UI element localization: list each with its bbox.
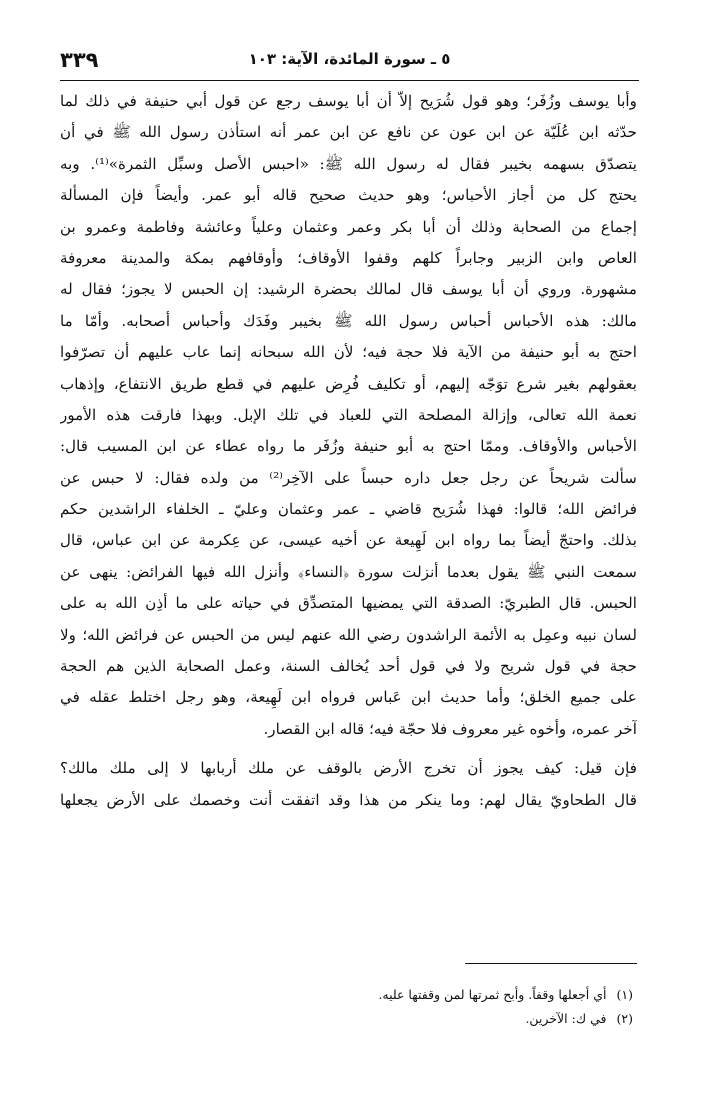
text-line: يتصدّق بسهمه بخيبر فقال له رسول الله ﷺ: «احبس الأصل وسبِّل الثمرة»⁽¹⁾. وبه: [60, 154, 637, 173]
text-line: مشهورة. وروي أن أبا يوسف قال لمالك بحضرة الرشيد: إن الحبس لا يجوز؛ فقال له: [60, 280, 637, 299]
text-line: العاص وابن الزبير وجابراً كلهم وقفوا الأوقاف؛ وأوقافهم بمكة والمدينة معروفة: [60, 248, 637, 267]
text-line: مالك: هذه الأحباس أحباس رسول الله ﷺ بخيبر وفَدَك وأحباس أصحابه. وأمّا ما: [60, 311, 637, 330]
footnotes: [180, 983, 633, 1031]
text-line: فإن قيل: كيف يجوز أن تخرج الأرض بالوقف عن ملك أربابها لا إلى ملك مالك؟: [60, 759, 637, 778]
text-line: آخر عمره، وأخوه غير معروف فلا حجّة فيه؛ قاله ابن القصار.: [263, 719, 637, 738]
paragraph-1: [60, 86, 637, 745]
footnote-number: (١): [616, 987, 633, 1002]
main-text: [60, 86, 637, 816]
text-line: بذلك. واحتجّ أيضاً بما رواه ابن لَهِيعة عن أخيه عيسى، عن عِكرمة عن ابن عباس، قال: [60, 531, 637, 550]
footnote-2: [180, 1007, 633, 1031]
page-number: ٣٣٩: [60, 48, 99, 72]
text-line: الحبس. قال الطبريّ: الصدقة التي يمضيها المتصدِّق في حياته على ما أذِن الله به على: [60, 594, 637, 613]
text-line: بعقولهم بغير شرع توَجّه إليهم، أو تكليف فُرِض عليهم في قطع طريق الانتفاع، وإذهاب: [60, 374, 637, 393]
text-line: نعمة الله تعالى، وإزالة المصلحة التي للعباد في تلك الإبل. وبهذا فارقت هذه الأمور: [60, 405, 637, 424]
text-line: وأبا يوسف وزُفَر؛ وهو قول شُرَيح إلاّ أن أبا يوسف رجع عن قول أبي حنيفة في ذلك لما: [60, 92, 637, 110]
text-line: إجماع من الصحابة وذلك أن أبا بكر وعمر وعثمان وعلياً وعائشة وفاطمة وعمرو بن: [60, 217, 637, 236]
text-line: احتج به أبو حنيفة من الآية فلا حجة فيه؛ لأن الله سبحانه إنما عاب عليهم أن تصرّفوا: [60, 343, 637, 362]
text-line: سمعت النبي ﷺ يقول بعدما أنزلت سورة ﴿النساء﴾ وأنزل الله فيها الفرائض: ينهى عن: [60, 562, 637, 581]
footnote-text: أي أجعلها وقفاً. وأبح ثمرتها لمن وقفتها عليه.: [378, 987, 607, 1002]
text-line: لسان نبيه وعمِل به الأئمة الراشدون رضي الله عنهم ليس من الحبس عن فرائض الله؛ ولا: [60, 625, 637, 644]
text-line: الأحباس والأوقاف. وممّا احتج به أبو حنيفة وزُفَر ما رواه عطاء عن ابن المسيب قال:: [60, 437, 637, 456]
footnote-separator: [465, 963, 637, 964]
footnote-1: [180, 983, 633, 1007]
footnote-text: في ك: الآخرين.: [525, 1011, 607, 1026]
text-line: حدّثه ابن عُلَيّة عن ابن عون عن نافع عن ابن عمر أنه استأذن رسول الله ﷺ في أن: [60, 123, 637, 142]
text-line: سألت شريحاً عن رجل جعل داره حبساً على الآخِر⁽²⁾ من ولده فقال: لا حبس عن: [60, 468, 637, 487]
text-line: على جميع الخلق؛ وأما حديث ابن عَباس فرواه ابن لَهِيعة، وهو رجل اختلط عقله في: [60, 688, 637, 707]
text-line: قال الطحاويّ يقال لهم: وما ينكر من هذا وقد اتفقت أنت وخصمك على الأرض يجعلها: [60, 790, 637, 809]
text-line: يحتج كل من أجاز الأحباس؛ وهو حديث صحيح قاله أبو عمر. وأيضاً فإن المسألة: [60, 186, 637, 205]
text-line: حجة في قول شريح ولا في قول أحد يُخالف السنة، وعمل الصحابة الذين هم الحجة: [60, 657, 637, 676]
text-line: فرائض الله؛ قالوا: فهذا شُرَيح قاضي ـ عمر وعثمان وعليّ ـ الخلفاء الراشدين حكم: [60, 500, 637, 519]
paragraph-2: [60, 753, 637, 816]
running-title: ٥ ـ سورة المائدة، الآية: ١٠٣: [248, 50, 451, 68]
footnote-number: (٢): [616, 1011, 633, 1026]
page-header: [60, 40, 639, 81]
